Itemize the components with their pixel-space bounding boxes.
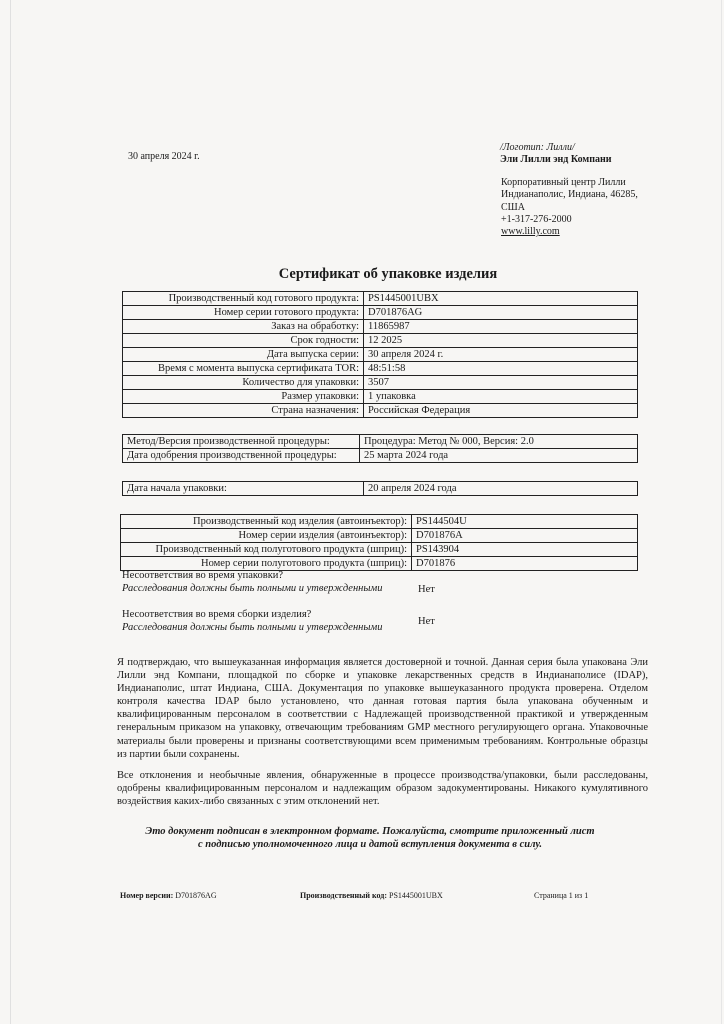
footer-code — [300, 891, 443, 900]
row-value: 30 апреля 2024 г. — [364, 348, 638, 362]
footer-version — [120, 891, 217, 900]
address-line: Индианаполис, Индиана, 46285, — [501, 189, 638, 201]
component-table — [120, 514, 638, 571]
footer-code-value: PS1445001UBX — [389, 891, 443, 900]
row-label: Производственный код полуготового продукта (шприц): — [121, 543, 412, 557]
row-value: 3507 — [364, 376, 638, 390]
row-label: Дата начала упаковки: — [123, 482, 364, 496]
row-value: D701876 — [412, 557, 638, 571]
table-row — [123, 320, 638, 334]
address-line: Корпоративный центр Лилли — [501, 177, 626, 188]
table-row — [123, 348, 638, 362]
row-value: D701876A — [412, 529, 638, 543]
row-label: Производственный код изделия (автоинъектор): — [121, 515, 412, 529]
nonconformity-answer: Нет — [418, 616, 435, 627]
logo-note: /Логотип: Лилли/ — [500, 142, 575, 153]
table-row — [123, 334, 638, 348]
table-row — [121, 529, 638, 543]
row-value: Процедура: Метод № 000, Версия: 2.0 — [360, 435, 638, 449]
nonconformity-answer: Нет — [418, 584, 435, 595]
nonconformity-question: Несоответствия во время сборки изделия? — [122, 609, 312, 620]
table-row — [123, 482, 638, 496]
nonconformity-note: Расследования должны быть полными и утвержденными — [122, 622, 383, 633]
nonconformity-question: Несоответствия во время упаковки? — [122, 570, 284, 581]
table-row — [123, 449, 638, 463]
row-value: 20 апреля 2024 года — [364, 482, 638, 496]
table-row — [123, 390, 638, 404]
scan-edge-line — [10, 0, 11, 1024]
row-label: Заказ на обработку: — [123, 320, 364, 334]
document-date: 30 апреля 2024 г. — [128, 151, 200, 162]
row-value: D701876AG — [364, 306, 638, 320]
footer-version-label: Номер версии: — [120, 891, 174, 900]
company-name: Эли Лилли энд Компани — [500, 154, 612, 165]
table-row — [123, 376, 638, 390]
row-label: Срок годности: — [123, 334, 364, 348]
signature-note-line: с подписью уполномоченного лица и датой вступления документа в силу. — [197, 839, 542, 850]
table-row — [121, 515, 638, 529]
row-value: 1 упаковка — [364, 390, 638, 404]
document-title: Сертификат об упаковке изделия — [278, 266, 498, 282]
table-row — [123, 362, 638, 376]
signature-note-line: Это документ подписан в электронном формате. Пожалуйста, смотрите приложенный лист — [145, 826, 595, 837]
scan-edge-line — [721, 0, 722, 1024]
table-row — [123, 292, 638, 306]
row-label: Номер серии полуготового продукта (шприц): — [121, 557, 412, 571]
row-label: Время с момента выпуска сертификата TOR: — [123, 362, 364, 376]
row-label: Номер серии готового продукта: — [123, 306, 364, 320]
company-address — [501, 177, 638, 238]
procedure-table — [122, 434, 638, 463]
row-value: 12 2025 — [364, 334, 638, 348]
table-row — [123, 306, 638, 320]
row-label: Производственный код готового продукта: — [123, 292, 364, 306]
company-block — [500, 142, 612, 166]
row-value: PS1445001UBX — [364, 292, 638, 306]
nonconformity-assembly — [122, 608, 382, 634]
deviations-paragraph: Все отклонения и необычные явления, обнаруженные в процессе производства/упаковки, были расследованы, одобрены квалифицированным персоналом и надлежащим образом задокументированы. Никакого кумулятивного воздействия каких-либо связанных с этим отклонений нет. — [117, 770, 648, 808]
table-row — [121, 543, 638, 557]
row-label: Метод/Версия производственной процедуры: — [123, 435, 360, 449]
row-value: PS143904 — [412, 543, 638, 557]
row-label: Номер серии изделия (автоинъектор): — [121, 529, 412, 543]
electronic-signature-note — [120, 825, 620, 851]
row-label: Страна назначения: — [123, 404, 364, 418]
website-link[interactable]: www.lilly.com — [501, 226, 560, 238]
table-row — [123, 435, 638, 449]
row-value: Российская Федерация — [364, 404, 638, 418]
footer-page-number: Страница 1 из 1 — [534, 891, 589, 900]
row-label: Количество для упаковки: — [123, 376, 364, 390]
footer-version-value: D701876AG — [175, 891, 217, 900]
row-value: 11865987 — [364, 320, 638, 334]
footer-code-label: Производственный код: — [300, 891, 387, 900]
table-row — [123, 404, 638, 418]
address-line: США — [501, 201, 525, 213]
packaging-start-table — [122, 481, 638, 496]
row-value: 48:51:58 — [364, 362, 638, 376]
confirmation-paragraph: Я подтверждаю, что вышеуказанная информация является достоверной и точной. Данная серия была упакована Эли Лилли энд Компани, площадкой по сборке и упаковке лекарственных средств в Индианаполисе (IDAP), Индианаполис, штат Индиана, США. Документация по упаковке вышеуказанного продукта проверена. Отделом контроля качества IDAP было установлено, что данная готовая партия была упакована обученным и квалифицированным персоналом в соответствии с Надлежащей производственной практикой и утвержденным генеральным приказом на упаковку, отвечающим требованиям GMP местного регулирующего органа. Упаковочные материалы были проверены и признаны соответствующими всем применимым требованиям. Контрольные образцы из партии были сохранены. — [117, 657, 648, 760]
row-label: Дата одобрения производственной процедуры: — [123, 449, 360, 463]
nonconformity-packaging — [122, 569, 382, 595]
row-label: Размер упаковки: — [123, 390, 364, 404]
row-value: PS144504U — [412, 515, 638, 529]
nonconformity-note: Расследования должны быть полными и утвержденными — [122, 583, 383, 594]
phone-number: +1-317-276-2000 — [501, 213, 572, 225]
product-info-table — [122, 291, 638, 418]
row-value: 25 марта 2024 года — [360, 449, 638, 463]
row-label: Дата выпуска серии: — [123, 348, 364, 362]
